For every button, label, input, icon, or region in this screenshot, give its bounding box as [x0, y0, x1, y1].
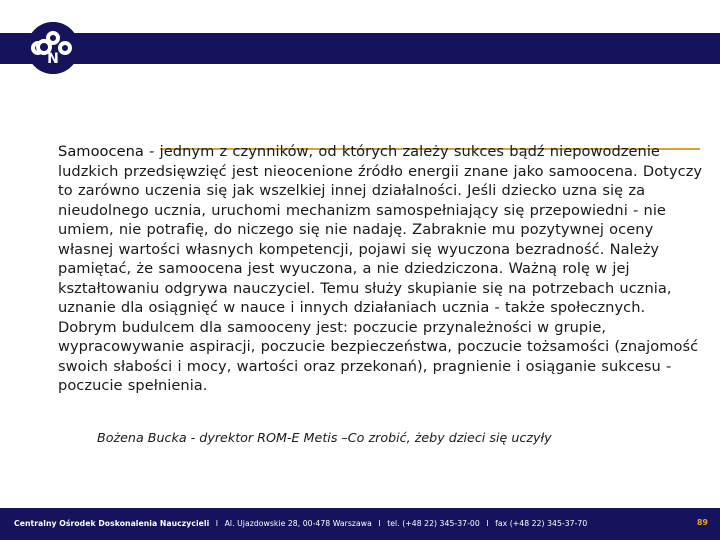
footer-phone: tel. (+48 22) 345-37-00 — [387, 519, 480, 528]
footer-separator: I — [378, 519, 381, 528]
footer-fax: fax (+48 22) 345-37-70 — [495, 519, 588, 528]
citation: Bożena Bucka - dyrektor ROM-E Metis –Co zrobić, żeby dzieci się uczyły — [97, 430, 552, 445]
codn-logo-icon — [27, 22, 79, 74]
main-paragraph — [58, 142, 708, 396]
header-bar — [0, 33, 720, 64]
lead-term: Samoocena — [58, 143, 144, 160]
footer-separator: I — [486, 519, 489, 528]
logo-letter-n: N — [47, 51, 59, 67]
codn-logo-graphic — [27, 22, 79, 74]
footer-info — [14, 519, 587, 528]
footer-address: Al. Ujazdowskie 28, 00-478 Warszawa — [224, 519, 372, 528]
footer-separator: I — [215, 519, 219, 528]
paragraph-body: - jednym z czynników, od których zależy sukces bądź niepowodzenie ludzkich przedsięwzięć jest nieocenione źródło energii znane jako samoocena. Dotyczy to zarówno uczenia się jak wszelkiej innej działalności. Jeśli dziecko uzna się za nieudolnego ucznia, uruchomi mechanizm samospełniający się przepowiedni - nie umiem, nie potrafię, do niczego się nie nadaję. Zabraknie mu pozytywnej oceny własnej wartości własnych kompetencji, pojawi się wyuczona bezradność. Należy pamiętać, że samoocena jest wyuczona, a nie dziedziczona. Ważną rolę w jej kształtowaniu odgrywa nauczyciel. Temu służy skupianie się na potrzebach ucznia, uznanie dla osiągnięć w nauce i innych działaniach ucznia - także społecznych. Dobrym budulcem dla samooceny jest: poczucie przynależności w grupie, wypracowywanie aspiracji, poczucie bezpieczeństwa, poczucie tożsamości (znajomość swoich słabości i mocy, wartości oraz przekonań), pragnienie i osiąganie sukcesu - poczucie spełnienia. — [58, 143, 703, 394]
footer-organization: Centralny Ośrodek Doskonalenia Nauczycieli — [14, 519, 210, 528]
page-number: 89 — [696, 518, 708, 527]
